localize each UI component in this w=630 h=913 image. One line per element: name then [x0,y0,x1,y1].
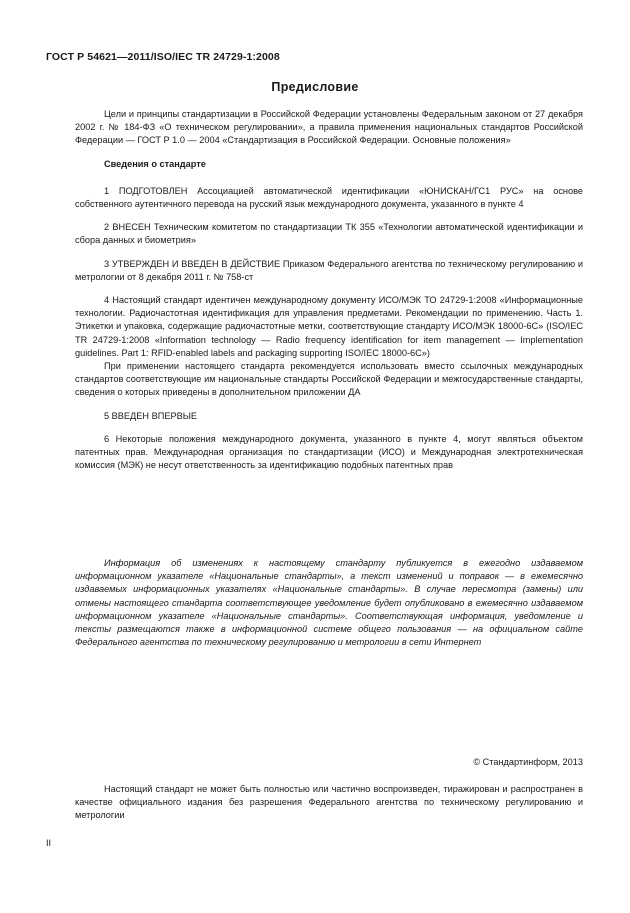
item-1-paragraph: 1 ПОДГОТОВЛЕН Ассоциацией автоматической идентификации «ЮНИСКАН/ГС1 РУС» на основе собственного аутентичного перевода на русский язык международного документа, указанного в пункте 4 [75,185,583,210]
info-notice-paragraph: Информация об изменениях к настоящему стандарту публикуется в ежегодно издаваемом информационном указателе «Национальные стандарты», а текст изменений и поправок — в ежемесячно издаваемых информационных указателях «Национальные стандарты». В случае пересмотра (замены) или отмены настоящего стандарта соответствующее уведомление будет опубликовано в ежемесячно издаваемом информационном указателе «Национальные стандарты». Соответствующая информация, уведомление и тексты размещаются также в информационной системе общего пользования — на официальном сайте Федерального агентства по техническому регулированию и метрологии в сети Интернет [75,558,583,648]
item-6-paragraph: 6 Некоторые положения международного документа, указанного в пункте 4, могут являться объектом патентных прав. Международная организация по стандартизации (ИСО) и Международная электротехническая комиссия (МЭК) не несут ответственность за идентификацию подобных патентных прав [75,433,583,471]
item-3-paragraph: 3 УТВЕРЖДЕН И ВВЕДЕН В ДЕЙСТВИЕ Приказом Федерального агентства по техническому регулированию и метрологии от 8 декабря 2011 г. № 758-ст [75,258,583,282]
item-4-note-paragraph: При применении настоящего стандарта рекомендуется использовать вместо ссылочных международных стандартов соответствующие им национальные стандарты Российской Федерации и межгосударственные стандарты, сведения о которых приведены в дополнительном приложении ДА [75,361,583,398]
intro-paragraph: Цели и принципы стандартизации в Российской Федерации установлены Федеральным законом от 27 декабря 2002 г. № 184-ФЗ «О техническом регулировании», а правила применения национальных стандартов Российской Федерации — ГОСТ Р 1.0 — 2004 «Стандартизация в Российской Федерации. Основные положения» [75,109,583,146]
item-2-paragraph: 2 ВНЕСЕН Техническим комитетом по стандартизации ТК 355 «Технологии автоматической идентификации и сбора данных и биометрия» [75,222,583,246]
page-number: II [46,838,52,848]
item-5-paragraph: 5 ВВЕДЕН ВПЕРВЫЕ [104,410,197,421]
foreword-body [75,108,583,482]
reproduction-notice-paragraph: Настоящий стандарт не может быть полностью или частично воспроизведен, тиражирован и распространен в качестве официального издания без разрешения Федерального агентства по техническому регулированию и метрологии [75,784,583,821]
page-title: Предисловие [271,80,359,94]
section-subheading: Сведения о стандарте [104,158,206,169]
document-header: ГОСТ Р 54621—2011/ISO/IEC TR 24729-1:2008 [46,51,280,63]
item-4-paragraph: 4 Настоящий стандарт идентичен международному документу ИСО/МЭК ТО 24729-1:2008 «Информационные технологии. Радиочастотная идентификация для управления предметами. Рекомендации по применению. Часть 1. Этикетки и упаковка, содержащие радиочастотные метки, соответствующие стандарту ИСО/МЭК 18000-6С» (ISO/IEC TR 24729-1:2008 «Information technology — Radio frequency identification for item management — Implementation guidelines. Part 1: RFID-enabled labels and packaging supporting ISO/IEC 18000-6C») [75,295,583,358]
copyright-line: © Стандартинформ, 2013 [473,757,583,767]
